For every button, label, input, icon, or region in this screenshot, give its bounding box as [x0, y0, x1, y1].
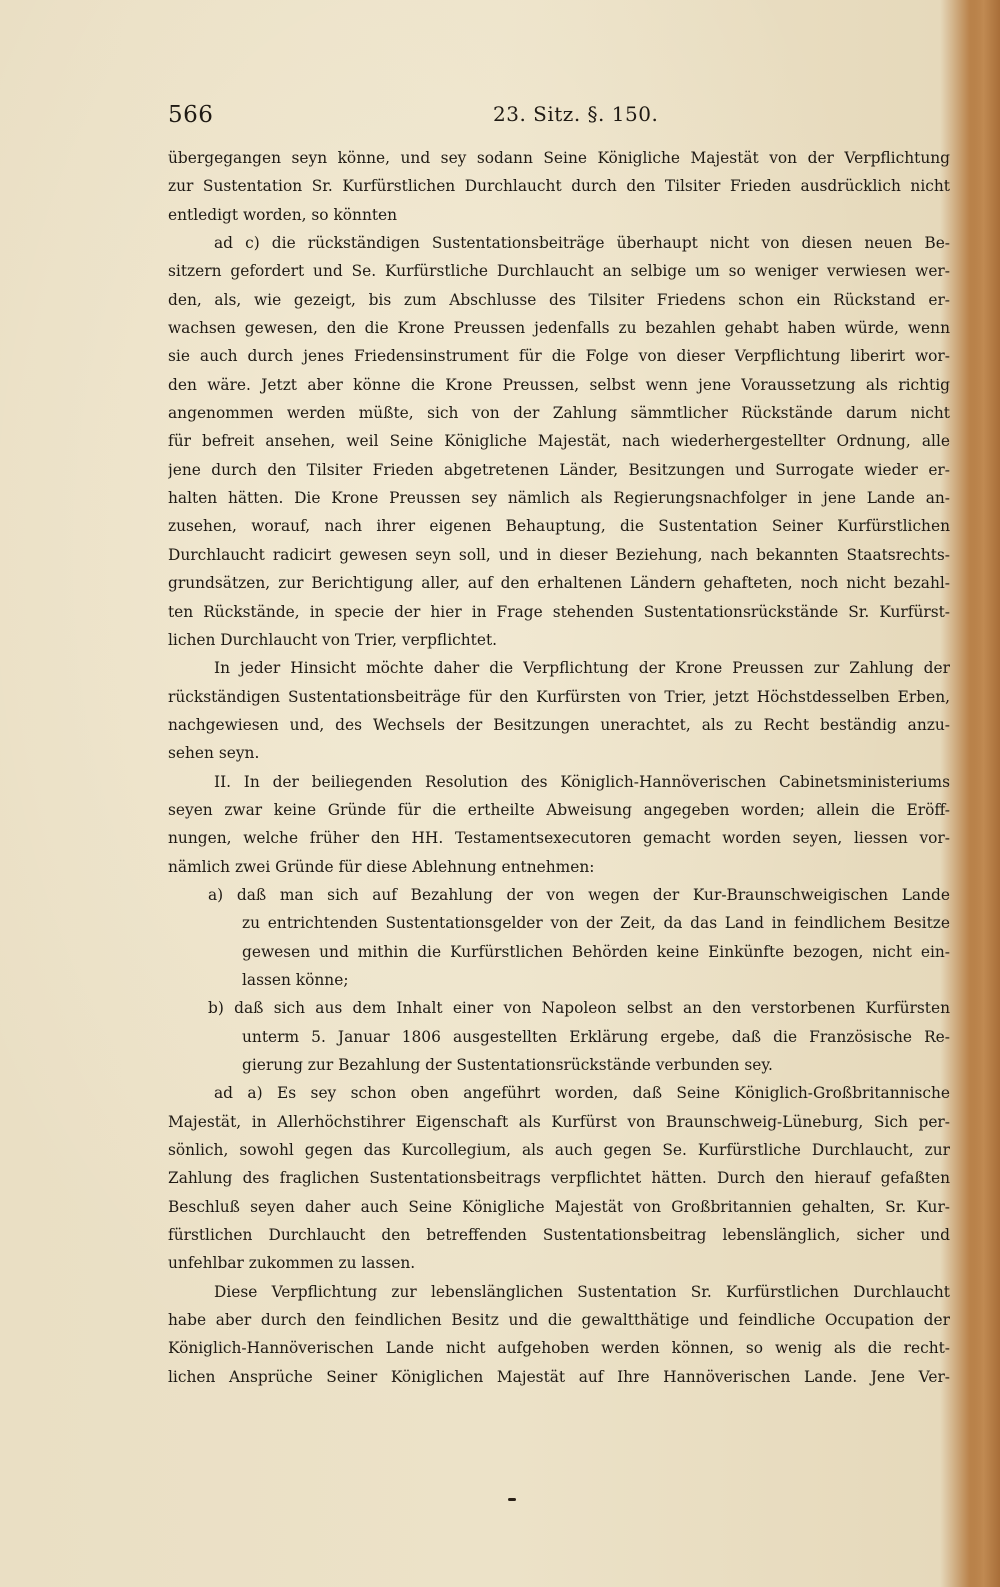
text-line: den, als, wie gezeigt, bis zum Abschlusse des Tilsiter Friedens schon ein Rückstand er- [168, 290, 950, 309]
text-line: gewesen und mithin die Kurfürstlichen Behörden keine Einkünfte bezogen, nicht ein- [242, 942, 950, 961]
text-line: unterm 5. Januar 1806 ausgestellten Erklärung ergebe, daß die Französische Re- [242, 1027, 950, 1046]
text-line: grundsätzen, zur Berichtigung aller, auf den erhaltenen Ländern gehafteten, noch nicht bezahl- [168, 574, 950, 593]
text-line: nämlich zwei Gründe für diese Ablehnung entnehmen: [168, 857, 595, 876]
body-text [168, 144, 950, 1391]
text-line: jene durch den Tilsiter Frieden abgetretenen Länder, Besitzungen und Surrogate wieder er- [168, 460, 950, 479]
text-line: sie auch durch jenes Friedensinstrument für die Folge von dieser Verpflichtung liberirt wor- [168, 347, 950, 366]
text-line: sönlich, sowohl gegen das Kurcollegium, als auch gegen Se. Kurfürstliche Durchlaucht, zur [168, 1141, 950, 1160]
text-line: Zahlung des fraglichen Sustentationsbeitrags verpflichtet hätten. Durch den hierauf gefaßten [168, 1169, 950, 1188]
text-line: zur Sustentation Sr. Kurfürstlichen Durchlaucht durch den Tilsiter Frieden ausdrücklich nicht [168, 177, 950, 196]
text-line: In jeder Hinsicht möchte daher die Verpflichtung der Krone Preussen zur Zahlung der [214, 659, 950, 678]
text-line: Diese Verpflichtung zur lebenslänglichen Sustentation Sr. Kurfürstlichen Durchlaucht [214, 1282, 950, 1301]
text-line: ad c) die rückständigen Sustentationsbeiträge überhaupt nicht von diesen neuen Be- [214, 234, 950, 253]
section-header: 23. Sitz. §. 150. [493, 102, 659, 126]
text-line: Königlich-Hannöverischen Lande nicht aufgehoben werden können, so wenig als die recht- [168, 1339, 950, 1358]
text-line: zu entrichtenden Sustentationsgelder von der Zeit, da das Land in feindlichem Besitze [242, 914, 950, 933]
text-line: ad a) Es sey schon oben angeführt worden, daß Seine Königlich-Großbritannische [214, 1084, 950, 1103]
text-line: für befreit ansehen, weil Seine Königliche Majestät, nach wiederhergestellter Ordnung, alle [168, 432, 950, 451]
text-line: lichen Ansprüche Seiner Königlichen Majestät auf Ihre Hannöverischen Lande. Jene Ver- [168, 1367, 950, 1386]
text-line: wachsen gewesen, den die Krone Preussen jedenfalls zu bezahlen gehabt haben würde, wenn [168, 319, 950, 338]
text-line: gierung zur Bezahlung der Sustentationsrückstände verbunden sey. [242, 1056, 773, 1074]
text-line: Majestät, in Allerhöchstihrer Eigenschaft als Kurfürst von Braunschweig-Lüneburg, Sich per- [168, 1112, 950, 1131]
text-line: entledigt worden, so könnten [168, 205, 398, 224]
page-number: 566 [168, 102, 214, 128]
text-line: nungen, welche früher den HH. Testamentsexecutoren gemacht worden seyen, liessen vor- [168, 829, 950, 848]
list-item-b: b) daß sich aus dem Inhalt einer von Napoleon selbst an den verstorbenen Kurfürsten [208, 999, 950, 1018]
text-line: sitzern gefordert und Se. Kurfürstliche Durchlaucht an selbige um so weniger verwiesen wer- [168, 262, 950, 281]
text-line: habe aber durch den feindlichen Besitz und die gewaltthätige und feindliche Occupation der [168, 1311, 950, 1330]
printer-mark [508, 1498, 516, 1501]
text-line: unfehlbar zukommen zu lassen. [168, 1254, 416, 1273]
text-line: lichen Durchlaucht von Trier, verpflichtet. [168, 630, 498, 649]
text-line: den wäre. Jetzt aber könne die Krone Preussen, selbst wenn jene Voraussetzung als richtig [168, 375, 950, 394]
text-line: nachgewiesen und, des Wechsels der Besitzungen unerachtet, als zu Recht beständig anzu- [168, 715, 950, 734]
text-line: übergegangen seyn könne, und sey sodann Seine Königliche Majestät von der Verpflichtung [168, 149, 950, 167]
text-line: ten Rückstände, in specie der hier in Frage stehenden Sustentationsrückstände Sr. Kurfürst- [168, 602, 950, 621]
text-line: sehen seyn. [168, 744, 260, 763]
text-line: II. In der beiliegenden Resolution des Königlich-Hannöverischen Cabinetsministeriums [214, 772, 950, 791]
list-item-a: a) daß man sich auf Bezahlung der von wegen der Kur-Braunschweigischen Lande [208, 885, 950, 904]
text-line: Durchlaucht radicirt gewesen seyn soll, und in dieser Beziehung, nach bekannten Staatsrechts- [168, 545, 950, 564]
text-line: angenommen werden müßte, sich von der Zahlung sämmtlicher Rückstände darum nicht [168, 404, 950, 423]
text-line: halten hätten. Die Krone Preussen sey nämlich als Regierungsnachfolger in jene Lande an- [168, 489, 950, 508]
text-line: seyen zwar keine Gründe für die ertheilte Abweisung angegeben worden; allein die Eröff- [168, 800, 950, 819]
text-line: rückständigen Sustentationsbeiträge für den Kurfürsten von Trier, jetzt Höchstdesselben Erben, [168, 687, 950, 706]
running-head [168, 96, 948, 136]
text-line: zusehen, worauf, nach ihrer eigenen Behauptung, die Sustentation Seiner Kurfürstlichen [168, 517, 950, 536]
text-line: Beschluß seyen daher auch Seine Königliche Majestät von Großbritannien gehalten, Sr. Kur- [168, 1197, 950, 1216]
text-line: fürstlichen Durchlaucht den betreffenden Sustentationsbeitrag lebenslänglich, sicher und [168, 1226, 950, 1245]
page-edge-shadow [970, 0, 1000, 1587]
text-line: lassen könne; [242, 970, 349, 989]
